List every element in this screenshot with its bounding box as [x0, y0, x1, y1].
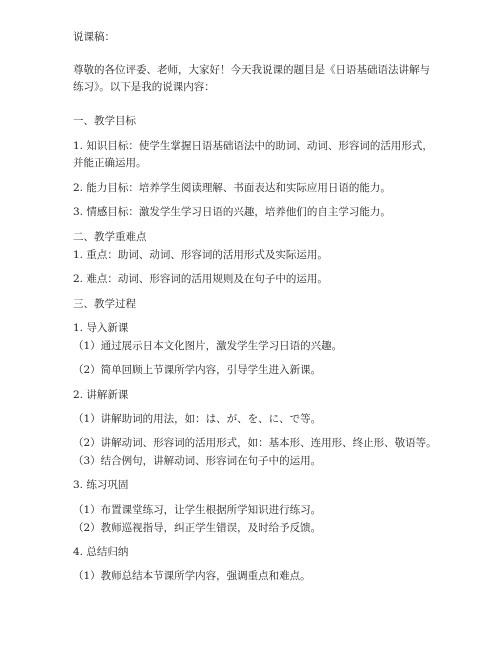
key-point-item: 1. 重点：助词、动词、形容词的活用形式及实际运用。: [73, 249, 328, 261]
step-title-practice: 3. 练习巩固: [73, 479, 129, 491]
step-title-intro: 1. 导入新课: [73, 322, 129, 334]
step-item: （2）讲解动词、形容词的活用形式，如：基本形、连用形、终止形、敬语等。: [73, 437, 437, 449]
step-title-summary: 4. 总结归纳: [73, 546, 129, 558]
difficult-point-item: 2. 难点：动词、形容词的活用规则及在句子中的运用。: [73, 273, 328, 285]
step-item: （1）布置课堂练习，让学生根据所学知识进行练习。: [73, 504, 322, 516]
goal-item-knowledge: 1. 知识目标：使学生掌握日语基础语法中的助词、动词、形容词的活用形式，并能正确运用。: [73, 140, 433, 169]
step-item: （1）教师总结本节课所学内容，强调重点和难点。: [73, 570, 311, 582]
step-item: （1）讲解助词的用法，如：は、が、を、に、で等。: [73, 413, 322, 425]
step-item: （1）通过展示日本文化图片，激发学生学习日语的兴趣。: [73, 340, 343, 352]
goal-item-emotion: 3. 情感目标：激发学生学习日语的兴趣，培养他们的自主学习能力。: [73, 206, 391, 218]
section-heading-goals: 一、教学目标: [73, 115, 136, 127]
step-item: （3）结合例句，讲解动词、形容词在句子中的运用。: [73, 455, 322, 467]
step-item: （2）教师巡视指导，纠正学生错误，及时给予反馈。: [73, 522, 322, 534]
goal-item-ability: 2. 能力目标：培养学生阅读理解、书面表达和实际应用日语的能力。: [73, 182, 391, 194]
document-title: 说课稿：: [73, 31, 115, 43]
section-heading-key-points: 二、教学重难点: [73, 231, 147, 243]
step-title-lecture: 2. 讲解新课: [73, 389, 129, 401]
section-heading-process: 三、教学过程: [73, 298, 136, 310]
step-item: （2）简单回顾上节课所学内容，引导学生进入新课。: [73, 364, 322, 376]
greeting-paragraph: 尊敬的各位评委、老师，大家好！今天我说课的题目是《日语基础语法讲解与练习》。以下是我的说课内容：: [73, 64, 430, 93]
